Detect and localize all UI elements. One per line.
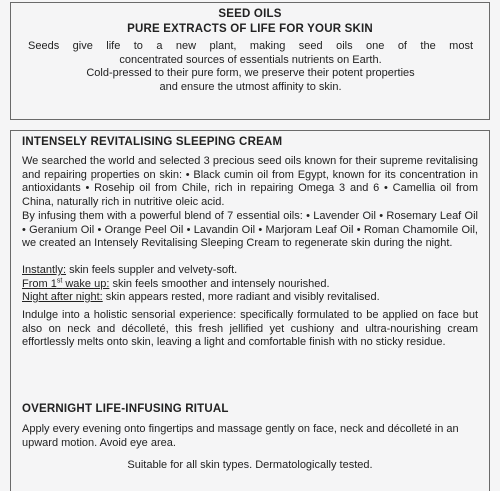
results-list [22,264,478,305]
intro-line-2: concentrated sources of essentials nutrients on Earth. [119,53,382,66]
cream-paragraph-2: By infusing them with a powerful blend of 7 essential oils: • Lavender Oil • Rosemary Leaf Oil • Geranium Oil • Orange Peel Oil • Lavandin Oil • Marjoram Leaf Oil • Roman Chamomile Oil, we created an Intensely Revitalising Sleeping Cream to regenerate skin during the night. [22,210,478,249]
first-wake-up-label: From 1st wake up: [22,276,110,290]
result-first-wake-up [22,278,478,292]
result-night-after-night [22,291,478,305]
seed-oils-intro [28,40,473,94]
intro-line-1: Seeds give life to a new plant, making seed oils one of the most [28,40,473,52]
instantly-text: skin feels suppler and velvety-soft. [66,264,238,276]
cream-title: INTENSELY REVITALISING SLEEPING CREAM [22,136,283,148]
night-after-night-text: skin appears rested, more radiant and visibly revitalised. [102,291,380,303]
intro-line-3: Cold-pressed to their pure form, we preserve their potent properties [86,67,415,79]
first-wake-up-text: skin feels smoother and intensely nourished. [109,277,330,290]
seed-oils-title: SEED OILS [218,8,282,20]
result-instantly [22,264,478,278]
ritual-paragraph: Apply every evening onto fingertips and massage gently on face, neck and décolleté in an upward motion. Avoid eye area. [22,423,459,449]
pure-extracts-title: PURE EXTRACTS OF LIFE FOR YOUR SKIN [127,23,373,35]
cream-paragraph-1: We searched the world and selected 3 precious seed oils known for their supreme revitalising and repairing properties on skin: • Black cumin oil from Egypt, known for its concentration in antioxidants • Rosehip oil from Chile, rich in repairing Omega 3 and 6 • Camellia oil from China, naturally rich in nutritive oleic acid. [22,155,478,208]
instantly-label: Instantly: [22,264,67,276]
intro-line-4: and ensure the utmost affinity to skin. [159,80,342,93]
ritual-title: OVERNIGHT LIFE-INFUSING RITUAL [22,403,229,415]
seed-oils-header [22,7,478,37]
night-after-night-label: Night after night: [22,291,103,303]
ritual-footer: Suitable for all skin types. Dermatologically tested. [127,459,373,471]
cream-paragraph-3: Indulge into a holistic sensorial experience: specifically formulated to be applied on face but also on neck and décolleté, this fresh jellified yet cushiony and ultra-nourishing cream effortlessly melts onto skin, leaving a light and comfortable finish with no sticky residue. [22,309,478,348]
